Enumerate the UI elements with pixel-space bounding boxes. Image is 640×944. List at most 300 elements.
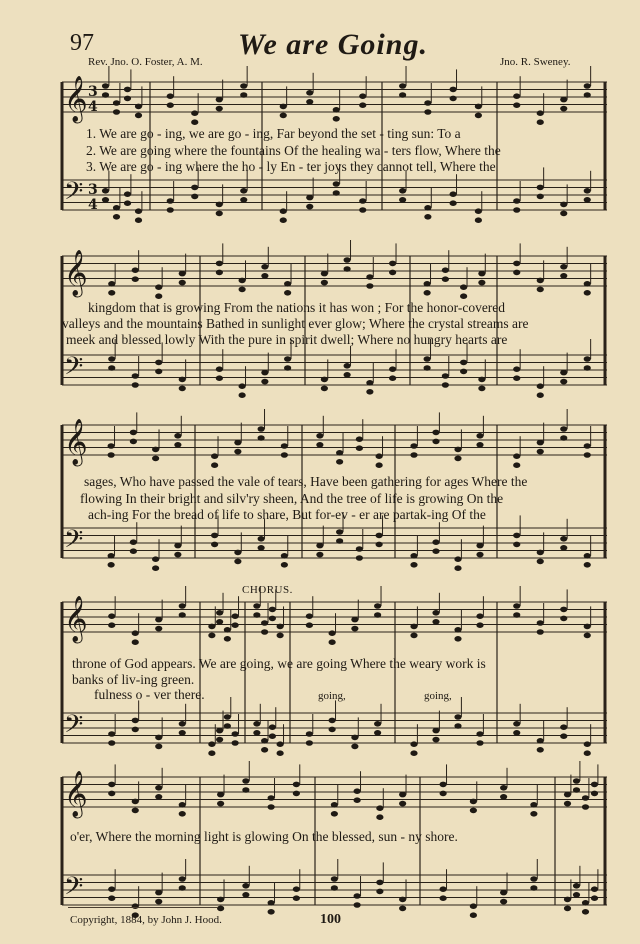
note-head [564,906,571,912]
note-head [537,440,544,446]
note-head [476,613,483,619]
note-head [132,267,139,273]
note-head [179,721,186,727]
note-head [513,270,520,276]
note-head [321,271,328,277]
note-head [179,377,186,383]
note-head [306,99,313,105]
hymn-number: 97 [70,30,94,56]
note-head [132,808,139,814]
note-head [584,356,591,362]
note-head [217,906,224,912]
note-head [132,718,139,724]
note-head [584,443,591,449]
note-head [560,264,567,270]
note-head [470,912,477,918]
note-head [191,110,198,116]
note-head [331,802,338,808]
note-head [513,102,520,108]
note-head [269,607,276,613]
author-credit: Rev. Jno. O. Foster, A. M. [88,56,203,68]
note-head [179,802,186,808]
note-head [132,799,139,805]
note-head [537,620,544,626]
bass-clef-icon: 𝄢 [64,177,84,212]
note-head [208,741,215,747]
bass-clef-icon: 𝄢 [64,710,84,745]
note-head [102,83,109,89]
note-head [240,188,247,194]
bass-clef-icon: 𝄢 [64,872,84,907]
note-head [113,109,120,115]
note-head [476,433,483,439]
note-head [130,430,137,436]
note-head [306,622,313,628]
note-head [450,87,457,93]
note-head [410,741,417,747]
note-head [102,197,109,203]
note-head [132,276,139,282]
note-head [440,782,447,788]
note-head [155,785,162,791]
hymn-title: We are Going. [238,28,428,61]
note-head [454,636,461,642]
note-head [132,639,139,645]
note-head [284,356,291,362]
note-head [239,278,246,284]
note-head [108,356,115,362]
note-head [306,90,313,96]
note-head [432,430,439,436]
note-head [333,107,340,113]
note-head [351,735,358,741]
note-head [478,271,485,277]
note-head [582,795,589,801]
note-head [124,96,131,102]
note-head [475,208,482,214]
note-head [268,804,275,810]
note-head [155,899,162,905]
note-head [513,261,520,267]
note-head [179,811,186,817]
note-head [454,627,461,633]
note-head [560,435,567,441]
note-head [591,886,598,892]
note-head [102,188,109,194]
note-head [424,109,431,115]
note-head [224,627,231,633]
note-head [329,718,336,724]
note-head [132,727,139,733]
note-head [130,539,137,545]
note-head [179,885,186,891]
note-head [537,278,544,284]
note-head [253,603,260,609]
note-head [582,804,589,810]
note-head [108,452,115,458]
note-head [102,92,109,98]
note-head [240,197,247,203]
note-head [293,791,300,797]
note-head [399,188,406,194]
note-head [329,727,336,733]
note-head [258,435,265,441]
note-head [261,738,268,744]
note-head [454,447,461,453]
note-head [108,886,115,892]
note-head [261,370,268,376]
note-head [537,392,544,398]
note-head [573,883,580,889]
note-head [513,198,520,204]
note-head [293,886,300,892]
note-head [268,900,275,906]
note-head [450,96,457,102]
note-head [216,106,223,112]
note-head [277,624,284,630]
note-head [113,100,120,106]
note-head [155,369,162,375]
note-head [584,452,591,458]
note-head [513,453,520,459]
note-head [216,202,223,208]
note-head [513,375,520,381]
note-head [130,548,137,554]
note-head [344,257,351,263]
note-head [537,449,544,455]
note-head [500,890,507,896]
note-head [354,893,361,899]
note-head [432,619,439,625]
note-head [584,633,591,639]
note-head [152,565,159,571]
note-head [179,876,186,882]
note-head [560,724,567,730]
note-head [399,792,406,798]
note-head [108,290,115,296]
note-head [268,795,275,801]
note-head [108,791,115,797]
note-head [376,889,383,895]
note-head [174,442,181,448]
note-head [280,217,287,223]
note-head [560,607,567,613]
note-head [584,188,591,194]
lyric-line: flowing In their bright and silv'ry sheen, And the tree of life is growing On the [80,491,504,506]
note-head [564,801,571,807]
note-head [537,119,544,125]
note-head [584,92,591,98]
note-head [537,194,544,200]
note-head [454,714,461,720]
note-head [537,110,544,116]
note-head [359,207,366,213]
note-head [432,548,439,554]
note-head [513,612,520,618]
note-head [476,731,483,737]
note-head [475,113,482,119]
note-head [374,721,381,727]
note-head [359,102,366,108]
treble-clef-icon: 𝄞 [64,771,88,817]
note-head [269,724,276,730]
note-head [240,92,247,98]
lyric-line: fulness o - ver there. [94,687,205,702]
note-head [179,386,186,392]
note-head [280,104,287,110]
note-head [234,550,241,556]
note-head [450,200,457,206]
note-head [410,633,417,639]
note-head [321,386,328,392]
note-head [174,543,181,549]
note-head [440,895,447,901]
note-head [179,280,186,286]
note-head [470,808,477,814]
note-head [374,603,381,609]
note-head [242,787,249,793]
note-head [442,373,449,379]
note-head [573,787,580,793]
note-head [293,782,300,788]
note-head [152,456,159,462]
note-head [224,714,231,720]
note-head [281,562,288,568]
note-head [216,261,223,267]
note-head [366,283,373,289]
note-head [281,443,288,449]
note-head [513,730,520,736]
note-head [450,191,457,197]
note-head [424,290,431,296]
note-head [155,617,162,623]
note-head [211,462,218,468]
note-head [584,624,591,630]
note-head [376,533,383,539]
note-head [232,622,239,628]
note-head [478,280,485,286]
note-head [258,545,265,551]
lyric-line: meek and blessed lowly With the pure in spirit dwell; Where no hungry hearts are [66,332,508,347]
echo-text: going, [424,690,452,702]
note-head [454,565,461,571]
lyric-line: 2. We are going where the fountains Of the healing wa - ters flow, Where the [86,143,501,158]
note-head [354,902,361,908]
note-head [442,382,449,388]
note-head [537,185,544,191]
note-head [108,443,115,449]
note-head [232,731,239,737]
lyric-line: 1. We are go - ing, we are go - ing, Far beyond the set - ting sun: To a [86,126,461,141]
note-head [560,202,567,208]
note-head [216,610,223,616]
time-signature: 3 [88,84,98,100]
note-head [476,740,483,746]
note-head [224,723,231,729]
note-head [240,83,247,89]
note-head [333,116,340,122]
note-head [155,794,162,800]
note-head [530,876,537,882]
note-head [376,805,383,811]
note-head [389,261,396,267]
note-head [560,536,567,542]
note-head [232,613,239,619]
note-head [399,83,406,89]
note-head [344,266,351,272]
note-head [591,782,598,788]
note-head [476,543,483,549]
note-head [366,389,373,395]
lyric-line: banks of liv-ing green. [72,672,195,687]
note-head [478,386,485,392]
note-head [232,740,239,746]
note-head [253,730,260,736]
note-head [253,612,260,618]
note-head [573,778,580,784]
note-head [135,113,142,119]
note-head [281,553,288,559]
note-head [329,630,336,636]
note-head [432,737,439,743]
note-head [167,207,174,213]
note-head [410,624,417,630]
note-head [179,271,186,277]
note-head [179,730,186,736]
note-head [513,366,520,372]
note-head [217,897,224,903]
note-head [582,909,589,915]
note-head [454,556,461,562]
note-head [410,562,417,568]
note-head [359,198,366,204]
note-head [573,892,580,898]
note-head [359,93,366,99]
note-head [108,613,115,619]
note-head [584,750,591,756]
note-head [224,636,231,642]
note-head [424,214,431,220]
note-head [537,287,544,293]
note-head [460,284,467,290]
note-head [280,208,287,214]
note-head [478,377,485,383]
note-head [460,360,467,366]
note-head [216,728,223,734]
note-head [530,885,537,891]
note-head [306,613,313,619]
note-head [513,603,520,609]
note-head [261,620,268,626]
note-head [211,533,218,539]
note-head [130,439,137,445]
note-head [333,190,340,196]
note-head [124,87,131,93]
time-signature: 4 [88,99,98,115]
note-head [476,622,483,628]
note-head [440,791,447,797]
note-head [179,603,186,609]
note-head [108,562,115,568]
note-head [132,373,139,379]
note-head [242,883,249,889]
note-head [239,392,246,398]
note-head [216,211,223,217]
note-head [306,731,313,737]
time-signature: 4 [88,197,98,213]
note-head [560,379,567,385]
note-head [389,270,396,276]
note-head [155,744,162,750]
note-head [432,728,439,734]
note-head [560,370,567,376]
note-head [124,200,131,206]
note-head [376,453,383,459]
note-head [424,100,431,106]
note-head [152,447,159,453]
note-head [500,794,507,800]
note-head [530,802,537,808]
note-head [242,892,249,898]
note-head [530,811,537,817]
note-head [584,197,591,203]
note-head [132,382,139,388]
note-head [475,217,482,223]
note-head [234,559,241,565]
note-head [584,562,591,568]
note-head [442,276,449,282]
note-head [560,733,567,739]
note-head [366,274,373,280]
note-head [306,740,313,746]
note-head [277,633,284,639]
note-head [336,450,343,456]
note-head [500,899,507,905]
chorus-label: CHORUS. [242,584,293,596]
note-head [584,553,591,559]
note-head [537,559,544,565]
note-head [269,733,276,739]
note-head [208,750,215,756]
note-head [280,113,287,119]
note-head [284,281,291,287]
note-head [216,619,223,625]
note-head [239,383,246,389]
note-head [306,204,313,210]
treble-clef-icon: 𝄞 [64,596,88,642]
note-head [584,83,591,89]
note-head [208,624,215,630]
note-head [277,750,284,756]
note-head [560,97,567,103]
note-head [410,443,417,449]
note-head [167,93,174,99]
note-head [108,365,115,371]
note-head [537,629,544,635]
note-head [376,880,383,886]
note-head [155,890,162,896]
note-head [239,287,246,293]
note-head [399,906,406,912]
note-head [376,462,383,468]
note-head [564,897,571,903]
note-head [344,363,351,369]
page-number: 100 [320,912,341,927]
note-head [410,750,417,756]
note-head [500,785,507,791]
note-head [389,375,396,381]
note-head [513,207,520,213]
